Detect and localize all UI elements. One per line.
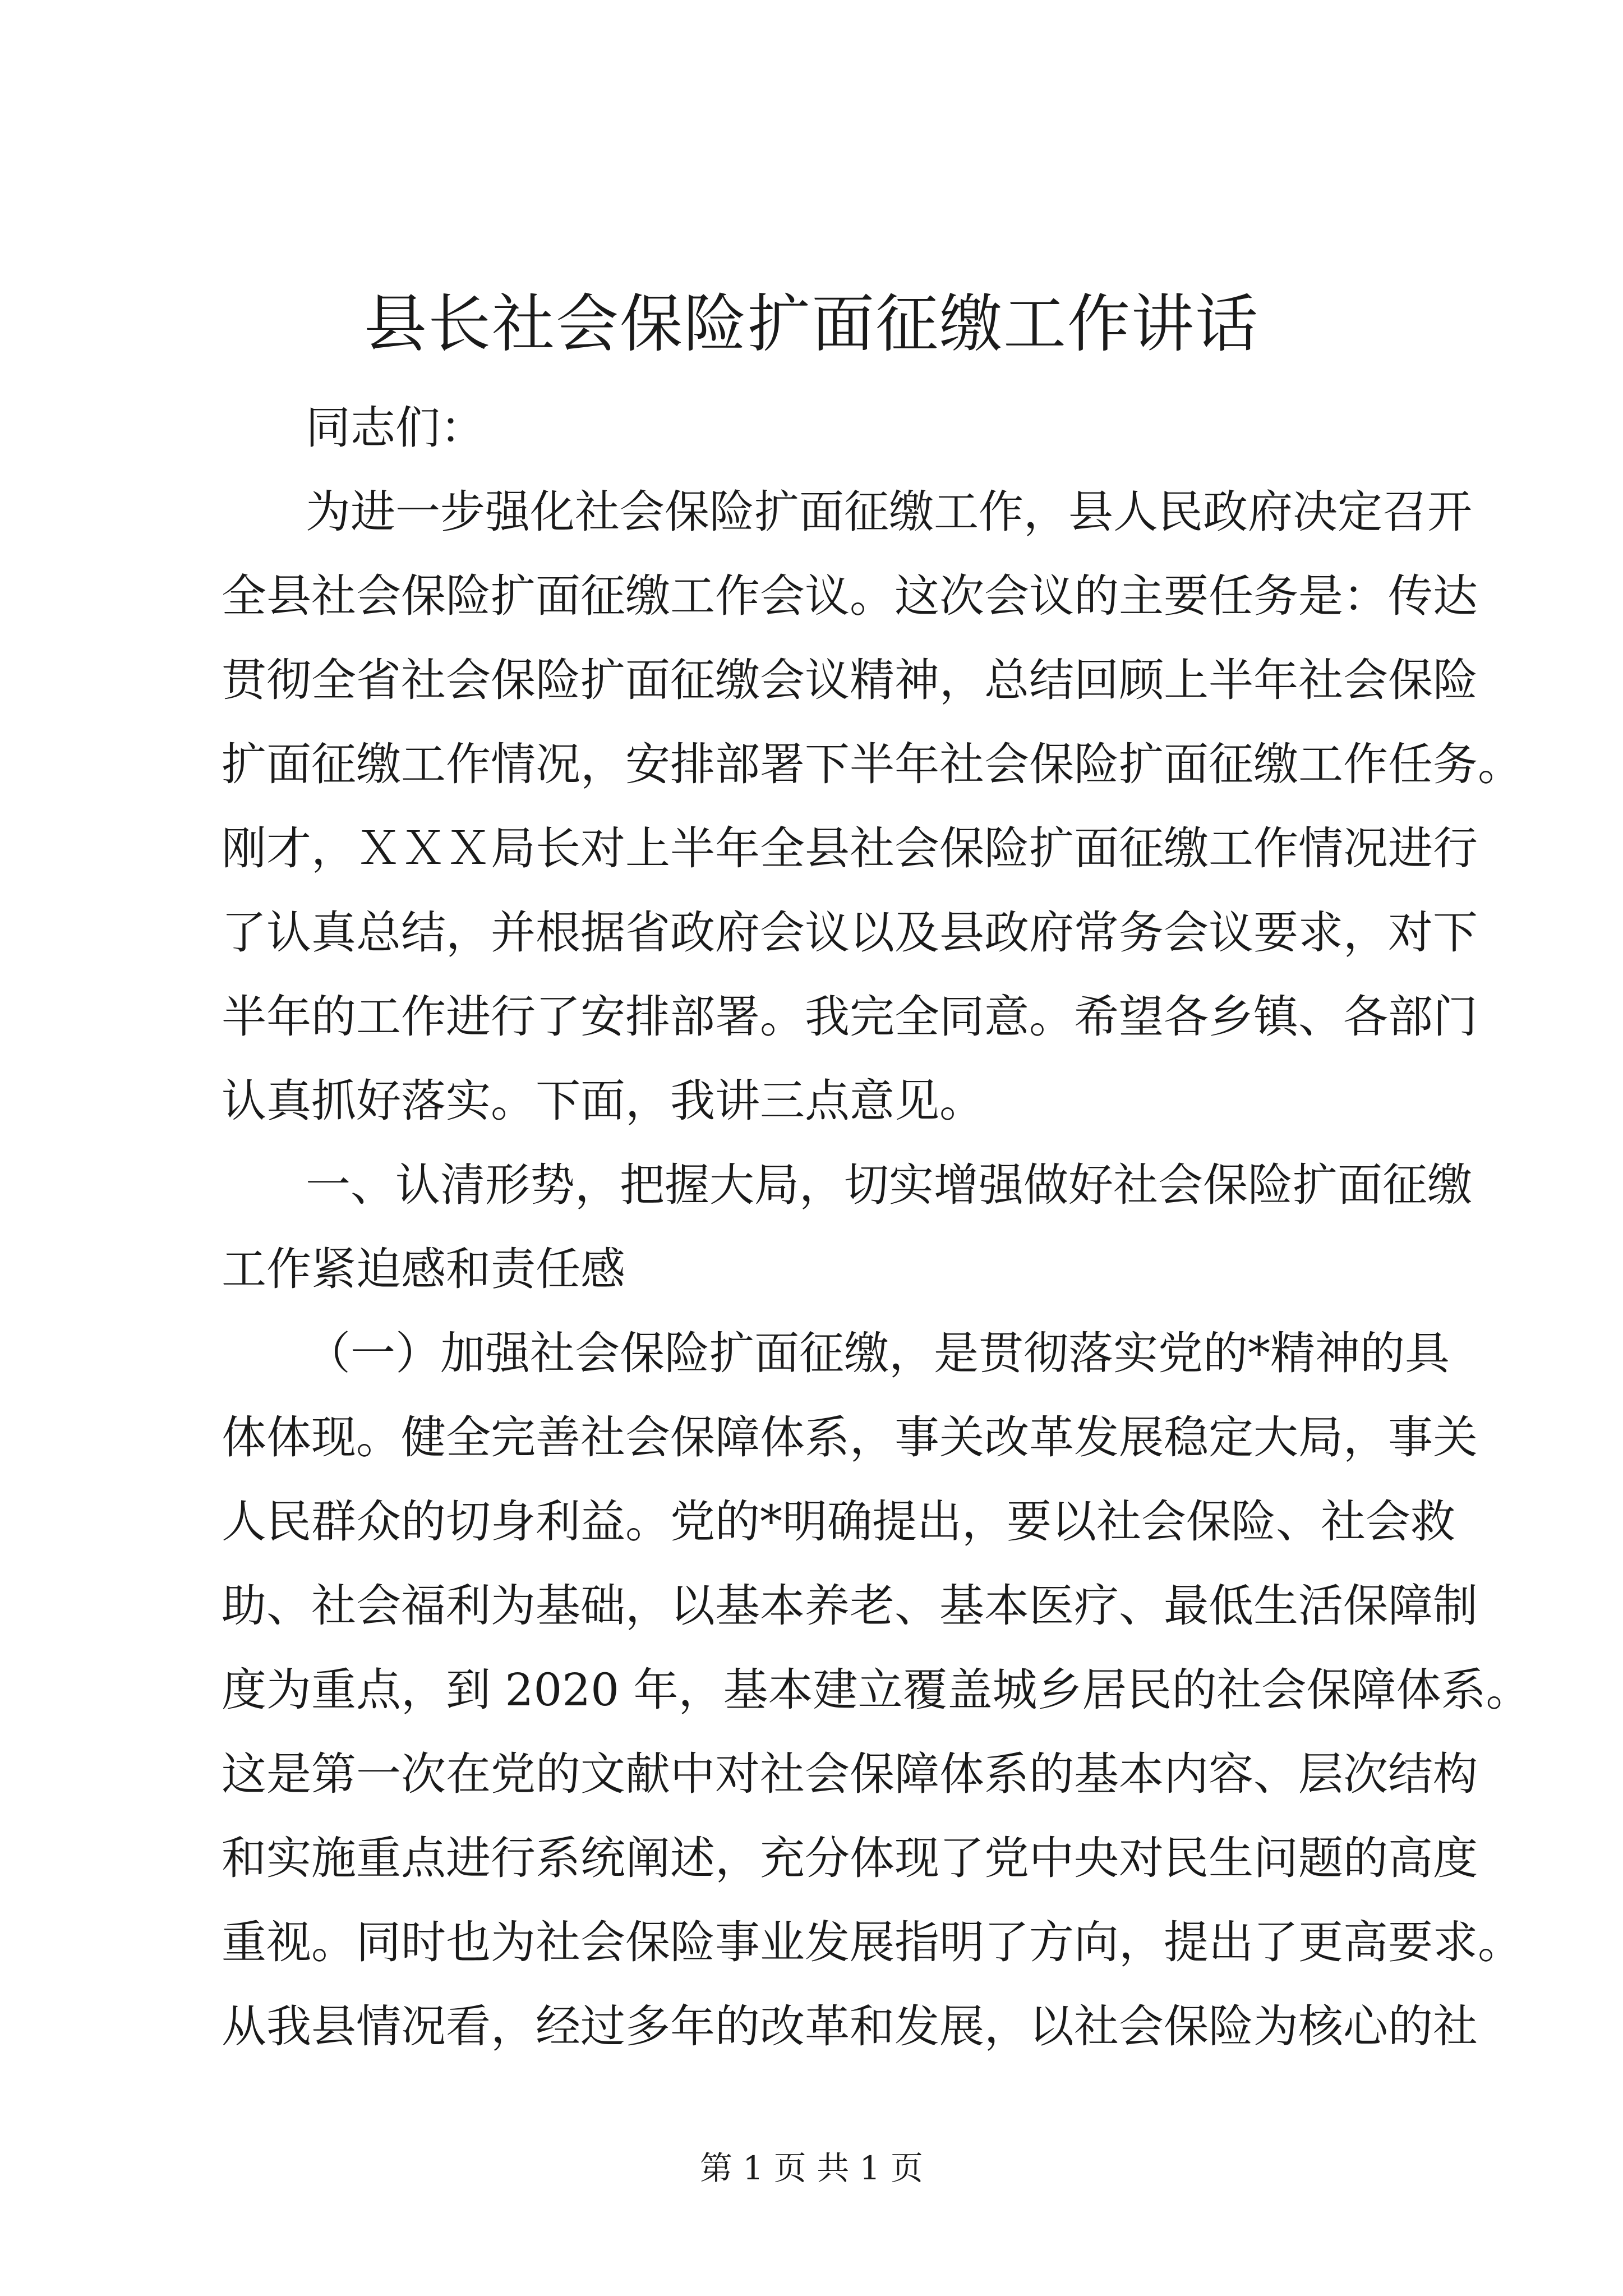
body-line: 为进一步强化社会保险扩面征缴工作，县人民政府决定召开 [306,486,1472,538]
subsection-line: （一）加强社会保险扩面征缴，是贯彻落实党的*精神的具 [306,1327,1450,1379]
salutation-line: 同志们： [306,402,485,454]
body-line: 和实施重点进行系统阐述，充分体现了党中央对民生问题的高度 [222,1832,1478,1884]
body-line: 助、社会福利为基础，以基本养老、基本医疗、最低生活保障制 [222,1580,1478,1632]
section-heading-line: 一、认清形势，把握大局，切实增强做好社会保险扩面征缴 [306,1159,1472,1211]
body-line: 全县社会保险扩面征缴工作会议。这次会议的主要任务是：传达 [222,570,1478,622]
body-line: 人民群众的切身利益。党的*明确提出，要以社会保险、社会救 [222,1496,1455,1548]
body-line: 从我县情况看，经过多年的改革和发展，以社会保险为核心的社 [222,2000,1478,2053]
body-line: 认真抓好落实。下面，我讲三点意见。 [222,1075,984,1127]
body-line: 体体现。健全完善社会保障体系，事关改革发展稳定大局，事关 [222,1411,1478,1464]
body-line: 这是第一次在党的文献中对社会保障体系的基本内容、层次结构 [222,1748,1478,1800]
body-line: 扩面征缴工作情况，安排部署下半年社会保险扩面征缴工作任务。 [222,738,1523,790]
section-heading-line: 工作紧迫感和责任感 [222,1243,625,1295]
page-footer: 第 1 页 共 1 页 [700,2149,923,2187]
body-line: 重视。同时也为社会保险事业发展指明了方向，提出了更高要求。 [222,1916,1523,1968]
body-line: 半年的工作进行了安排部署。我完全同意。希望各乡镇、各部门 [222,991,1478,1043]
body-line: 度为重点，到 2020 年，基本建立覆盖城乡居民的社会保障体系。 [222,1664,1531,1716]
body-line: 了认真总结，并根据省政府会议以及县政府常务会议要求，对下 [222,907,1478,959]
document-title: 县长社会保险扩面征缴工作讲话 [364,288,1259,361]
body-line: 刚才，ＸＸＸ局长对上半年全县社会保险扩面征缴工作情况进行 [222,822,1478,875]
body-line: 贯彻全省社会保险扩面征缴会议精神，总结回顾上半年社会保险 [222,654,1478,706]
